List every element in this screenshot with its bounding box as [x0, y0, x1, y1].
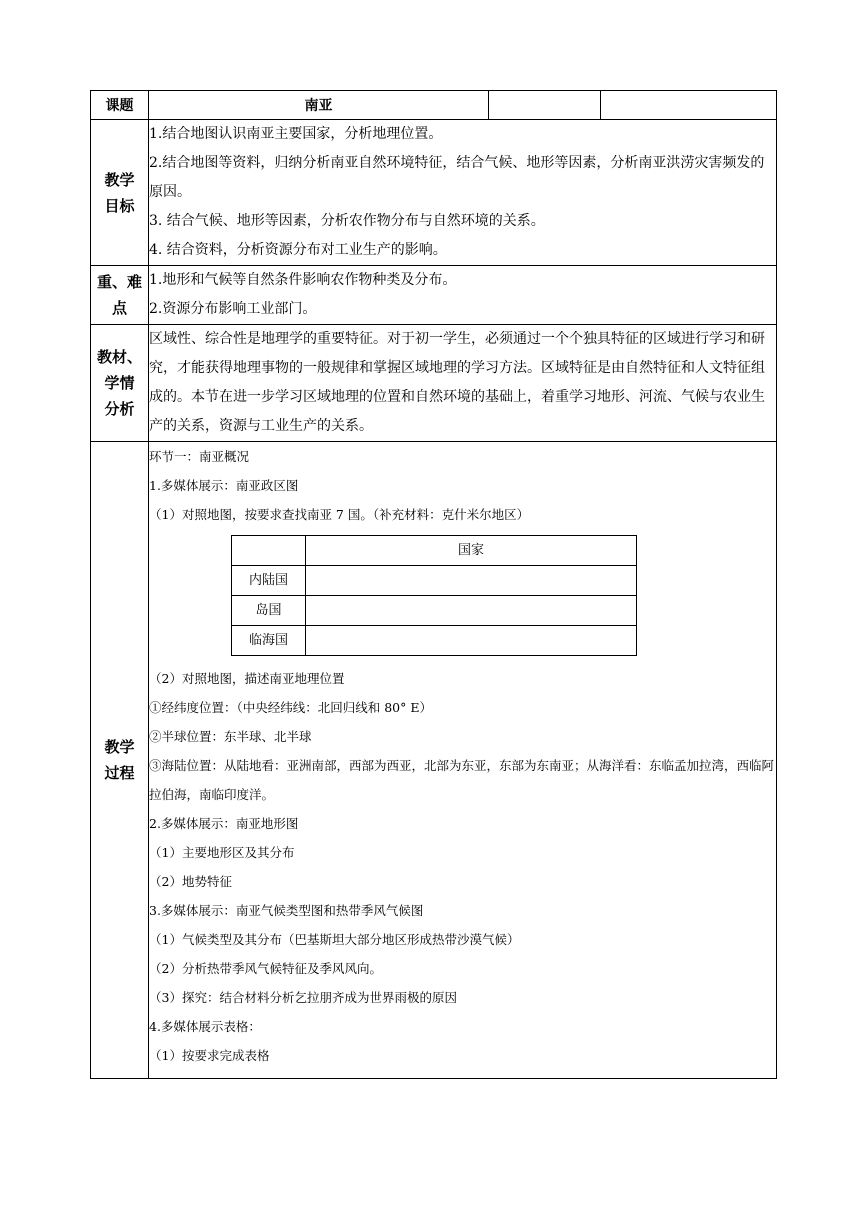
process-line: 2.多媒体展示：南亚地形图	[149, 816, 299, 831]
analysis-label: 教材、 学情 分析	[91, 325, 149, 442]
process-line: ①经纬度位置：（中央经纬线：北回归线和 80° E）	[149, 700, 432, 715]
country-table-row	[232, 566, 637, 596]
objectives-row	[91, 120, 777, 266]
country-category: 岛国	[232, 596, 306, 626]
objective-item: 1.结合地图认识南亚主要国家，分析地理位置。	[149, 126, 443, 142]
country-table	[231, 535, 637, 656]
objective-item: 3. 结合气候、地形等因素，分析农作物分布与自然环境的关系。	[149, 213, 545, 229]
country-table-header-cell: 国家	[306, 536, 637, 566]
process-line: （1）气候类型及其分布（巴基斯坦大部分地区形成热带沙漠气候）	[149, 932, 520, 947]
process-line: （2）分析热带季风气候特征及季风风向。	[149, 961, 382, 976]
country-answer-cell	[306, 596, 637, 626]
country-category: 内陆国	[232, 566, 306, 596]
process-line: （2）地势特征	[149, 874, 232, 889]
key-point-item: 1.地形和气候等自然条件影响农作物种类及分布。	[149, 272, 457, 288]
lesson-plan-page	[90, 90, 776, 1079]
process-line: ②半球位置：东半球、北半球	[149, 729, 312, 744]
header-row	[91, 91, 777, 120]
key-points-content	[149, 266, 777, 325]
process-line: （3）探究：结合材料分析乞拉朋齐成为世界雨极的原因	[149, 990, 457, 1005]
process-content	[149, 442, 777, 1079]
process-line: 环节一：南亚概况	[149, 449, 250, 464]
objectives-content	[149, 120, 777, 266]
process-line: （1）对照地图，按要求查找南亚 7 国。（补充材料：克什米尔地区）	[149, 507, 530, 522]
country-table-header	[232, 536, 637, 566]
country-category: 临海国	[232, 626, 306, 656]
process-line: （1）主要地形区及其分布	[149, 845, 295, 860]
objectives-label: 教学 目标	[91, 120, 149, 266]
topic-title: 南亚	[149, 91, 489, 120]
country-answer-cell	[306, 626, 637, 656]
process-line: 1.多媒体展示：南亚政区图	[149, 478, 299, 493]
topic-label: 课题	[91, 91, 149, 120]
key-point-item: 2.资源分布影响工业部门。	[149, 301, 317, 317]
country-table-row	[232, 596, 637, 626]
lesson-plan-table	[90, 90, 777, 1079]
blank-cell-1	[489, 91, 601, 120]
analysis-content	[149, 325, 777, 442]
process-line: （1）按要求完成表格	[149, 1048, 270, 1063]
process-row	[91, 442, 777, 1079]
analysis-row	[91, 325, 777, 442]
country-answer-cell	[306, 566, 637, 596]
process-line: 3.多媒体展示：南亚气候类型图和热带季风气候图	[149, 903, 424, 918]
key-points-row	[91, 266, 777, 325]
process-line: 4.多媒体展示表格：	[149, 1019, 261, 1034]
process-label: 教学 过程	[91, 442, 149, 1079]
process-line: （2）对照地图，描述南亚地理位置	[149, 671, 345, 686]
blank-cell-2	[601, 91, 777, 120]
analysis-text: 区域性、综合性是地理学的重要特征。对于初一学生，必须通过一个个独具特征的区域进行学习和研究，才能获得地理事物的一般规律和掌握区域地理的学习方法。区域特征是由自然特征和人文特征组成的。本节在进一步学习区域地理的位置和自然环境的基础上，着重学习地形、河流、气候与农业生产的关系，资源与工业生产的关系。	[149, 331, 765, 434]
objective-item: 2.结合地图等资料，归纳分析南亚自然环境特征，结合气候、地形等因素，分析南亚洪涝灾害频发的原因。	[149, 155, 765, 200]
country-table-corner	[232, 536, 306, 566]
objective-item: 4. 结合资料，分析资源分布对工业生产的影响。	[149, 242, 447, 258]
country-table-row	[232, 626, 637, 656]
process-line: ③海陆位置：从陆地看：亚洲南部，西部为西亚，北部为东亚，东部为东南亚；从海洋看：东临孟加拉湾，西临阿拉伯海，南临印度洋。	[149, 758, 775, 802]
key-points-label: 重、难 点	[91, 266, 149, 325]
